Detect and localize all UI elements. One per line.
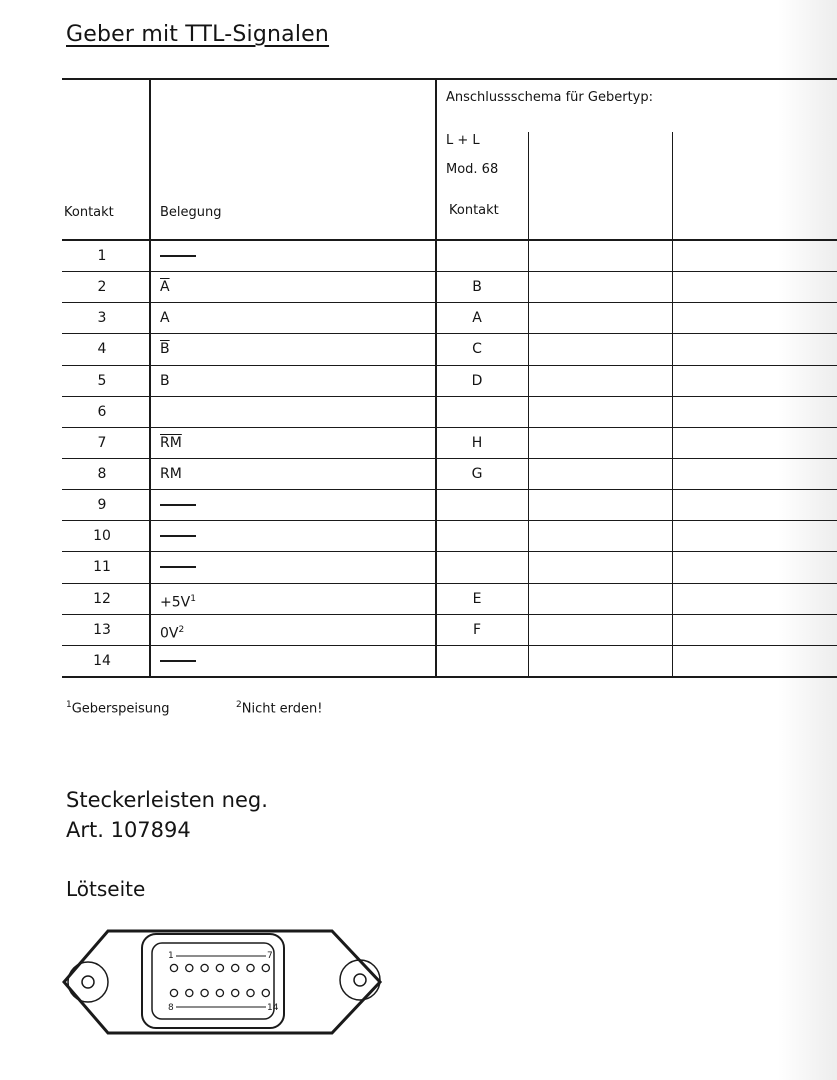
cell-mod68-contact: H (471, 434, 483, 451)
cell-kontakt: 4 (97, 341, 107, 358)
header-bottom-rule (62, 239, 837, 241)
connector-pin (247, 989, 254, 996)
cell-belegung (160, 497, 196, 513)
cell-belegung (160, 279, 170, 295)
pin-label-1: 1 (168, 951, 174, 961)
cell-kontakt: 11 (93, 559, 111, 576)
cell-kontakt: 2 (97, 279, 107, 296)
cell-kontakt: 14 (93, 652, 111, 669)
cell-kontakt: 5 (97, 372, 107, 389)
row-rule (62, 520, 837, 521)
connector-pin (262, 964, 269, 971)
cell-kontakt: 10 (93, 528, 111, 545)
cell-belegung (160, 622, 184, 642)
header-scheme: Anschlussschema für Gebertyp: (446, 90, 653, 105)
connector-flange (64, 931, 380, 1033)
row-rule (62, 396, 837, 397)
column-divider-mod68 (528, 132, 529, 677)
cell-belegung (160, 341, 170, 357)
cell-mod68-contact: E (472, 590, 482, 607)
cell-kontakt: 13 (93, 621, 111, 638)
cell-belegung (160, 528, 196, 544)
connector-heading-line2: Art. 107894 (66, 818, 191, 842)
belegung-signal: B (160, 372, 170, 389)
row-rule (62, 676, 837, 678)
cell-belegung (160, 591, 196, 611)
connector-pin (170, 989, 177, 996)
column-divider-belegung (435, 80, 437, 677)
row-rule (62, 271, 837, 272)
pin-grid (170, 964, 269, 996)
connector-pin (201, 964, 208, 971)
cell-belegung (160, 373, 170, 389)
header-belegung: Belegung (160, 205, 222, 220)
row-rule (62, 645, 837, 646)
row-rule (62, 551, 837, 552)
pin-label-7: 7 (267, 951, 273, 961)
cell-kontakt: 6 (97, 403, 107, 420)
cell-belegung (160, 248, 196, 264)
mounting-hole-right-inner (354, 974, 366, 986)
row-rule (62, 583, 837, 584)
cell-mod68-contact: D (471, 372, 483, 389)
cell-kontakt: 7 (97, 434, 107, 451)
row-rule (62, 489, 837, 490)
cell-kontakt: 3 (97, 310, 107, 327)
belegung-signal: A (160, 310, 170, 327)
connector-diagram (60, 925, 390, 1040)
pin-label-8: 8 (168, 1003, 174, 1013)
belegung-signal: $\overline{RM}$ (160, 434, 182, 451)
mounting-hole-left (68, 962, 108, 1002)
unused-pin-dash (160, 660, 196, 662)
footnote-1-text: Geberspeisung (71, 701, 170, 717)
footnote-ref: 2 (178, 624, 185, 635)
cell-belegung (160, 466, 182, 482)
cell-kontakt: 9 (97, 497, 107, 514)
belegung-signal: +5V (160, 594, 191, 611)
pin-label-14: 14 (267, 1003, 279, 1013)
belegung-signal: 0V (160, 625, 179, 642)
header-type-contact: Kontakt (449, 203, 499, 218)
solder-side-label: Lötseite (66, 877, 146, 901)
row-rule (62, 427, 837, 428)
connector-pin (232, 964, 239, 971)
cell-belegung (160, 653, 196, 669)
connector-pin (216, 964, 223, 971)
connector-pin (170, 964, 177, 971)
connector-body-outer (142, 934, 284, 1028)
row-rule (62, 458, 837, 459)
cell-kontakt: 12 (93, 590, 111, 607)
table-top-rule (62, 78, 837, 80)
footnote-2 (236, 700, 323, 716)
cell-mod68-contact: B (472, 279, 482, 296)
belegung-signal: RM (160, 466, 182, 482)
cell-mod68-contact: F (472, 621, 482, 638)
cell-mod68-contact: C (472, 341, 482, 358)
cell-kontakt: 1 (97, 248, 107, 264)
header-type-line2: Mod. 68 (446, 162, 499, 177)
mounting-hole-left-inner (82, 976, 94, 988)
cell-belegung (160, 310, 170, 326)
belegung-signal: $\overline{A}$ (160, 279, 170, 296)
row-rule (62, 614, 837, 615)
unused-pin-dash (160, 566, 196, 568)
footnote-1 (66, 700, 170, 716)
header-type-line1: L + L (446, 133, 480, 148)
footnote-2-text: Nicht erden! (241, 701, 323, 717)
cell-belegung (160, 559, 196, 575)
unused-pin-dash (160, 535, 196, 537)
connector-pin (247, 964, 254, 971)
cell-belegung (160, 435, 182, 451)
unused-pin-dash (160, 504, 196, 506)
cell-kontakt: 8 (97, 466, 107, 482)
connector-heading-line1: Steckerleisten neg. (66, 788, 268, 812)
header-kontakt: Kontakt (64, 205, 114, 220)
unused-pin-dash (160, 255, 196, 257)
cell-mod68-contact: G (471, 466, 483, 482)
row-rule (62, 333, 837, 334)
cell-mod68-contact: A (472, 310, 482, 327)
column-divider-empty (672, 132, 673, 677)
connector-pin (186, 964, 193, 971)
belegung-signal: $\overline{B}$ (160, 341, 170, 358)
page-edge-shadow (777, 0, 837, 1080)
mounting-hole-right (340, 960, 380, 1000)
footnote-ref: 1 (190, 593, 196, 604)
connector-pin (216, 989, 223, 996)
connector-pin (186, 989, 193, 996)
column-divider-kontakt (149, 80, 151, 677)
connector-pin (232, 989, 239, 996)
row-rule (62, 302, 837, 303)
row-rule (62, 365, 837, 366)
connector-pin (201, 989, 208, 996)
footnote-1-mark: 1 (66, 700, 72, 710)
page-title: Geber mit TTL-Signalen (66, 22, 330, 47)
connector-pin (262, 989, 269, 996)
footnote-2-mark: 2 (236, 700, 242, 710)
